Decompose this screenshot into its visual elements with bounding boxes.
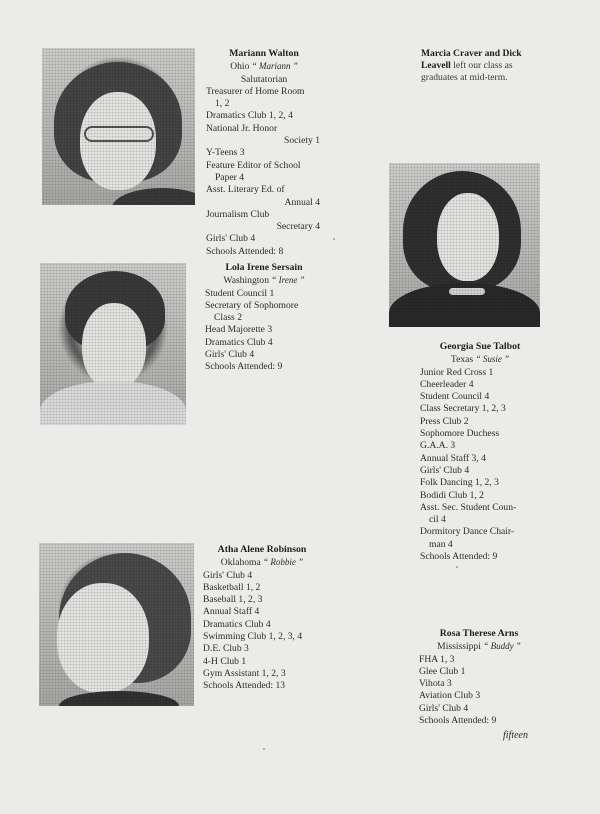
activity: Dramatics Club 4 <box>205 336 273 348</box>
activity: Head Majorette 3 <box>205 324 273 336</box>
activity: Cheerleader 4 <box>420 378 474 390</box>
note-text: left our class as graduates at mid-term. <box>421 60 513 84</box>
activity: cil 4 <box>429 514 446 526</box>
face-shape <box>437 193 499 281</box>
student-nickname: “ Robbie ” <box>263 557 304 568</box>
student-name: Georgia Sue Talbot <box>439 341 521 352</box>
activity: Feature Editor of School <box>206 159 301 171</box>
student-nickname: “ Buddy ” <box>483 641 521 652</box>
activity: Aviation Club 3 <box>419 690 481 702</box>
shoulders-shape <box>389 283 540 327</box>
student-nickname: “ Susie ” <box>475 354 510 365</box>
activity: Asst. Literary Ed. of <box>206 184 285 196</box>
student-name: Lola Irene Sersain <box>225 262 303 273</box>
activity: Schools Attended: 9 <box>419 715 497 727</box>
activity: Annual Staff 3, 4 <box>420 452 486 464</box>
paper-speck <box>333 238 335 240</box>
bio-georgia-sue-talbot <box>420 341 540 563</box>
student-origin <box>205 274 323 287</box>
activity: D.E. Club 3 <box>203 643 249 655</box>
activity: Girls' Club 4 <box>420 464 470 476</box>
activity: Basketball 1, 2 <box>203 581 261 593</box>
face-shape <box>57 583 149 693</box>
photo-mariann-walton <box>42 48 195 205</box>
shoulders-shape <box>40 381 186 425</box>
student-name: Rosa Therese Arns <box>439 628 519 639</box>
paper-speck <box>263 748 265 750</box>
activity: Swimming Club 1, 2, 3, 4 <box>203 631 303 643</box>
shoulders-shape <box>59 691 179 706</box>
face-shape <box>82 303 146 389</box>
activity: man 4 <box>429 538 453 550</box>
hair-shape <box>403 171 521 291</box>
activity: National Jr. Honor <box>206 122 278 134</box>
shoulders-shape <box>112 188 195 205</box>
activity: Secretary 4 <box>276 221 320 233</box>
bio-mariann-walton <box>206 48 322 258</box>
activity: Schools Attended: 9 <box>420 551 498 563</box>
activity: Girls' Club 4 <box>205 349 255 361</box>
activity: Baseball 1, 2, 3 <box>203 594 263 606</box>
student-name: Atha Alene Robinson <box>217 544 307 555</box>
activity: G.A.A. 3 <box>420 440 456 452</box>
face-shape <box>80 92 156 190</box>
activity: Student Council 1 <box>205 287 275 299</box>
activity: Dramatics Club 1, 2, 4 <box>206 110 293 122</box>
photo-lola-irene-sersain <box>40 263 186 425</box>
activity: Class Secretary 1, 2, 3 <box>420 403 506 415</box>
activity: 4-H Club 1 <box>203 655 247 667</box>
activity: Annual Staff 4 <box>203 606 260 618</box>
student-origin <box>203 556 321 569</box>
activity: Annual 4 <box>284 196 320 208</box>
activity: Girls' Club 4 <box>419 702 469 714</box>
bio-lola-irene-sersain <box>205 262 323 374</box>
student-name: Mariann Walton <box>229 48 299 59</box>
activity: Glee Club 1 <box>419 665 466 677</box>
student-origin <box>206 60 322 73</box>
student-nickname: “ Mariann ” <box>251 61 298 72</box>
student-state: Texas <box>450 354 474 366</box>
bio-atha-alene-robinson <box>203 544 321 693</box>
activity: Bodidi Club 1, 2 <box>420 489 484 501</box>
activity: Secretary of Sophomore <box>205 299 299 311</box>
activity: Paper 4 <box>215 171 245 183</box>
activity: Folk Dancing 1, 2, 3 <box>420 477 499 489</box>
activity: Press Club 2 <box>420 415 469 427</box>
paper-speck <box>456 566 458 568</box>
activity: Class 2 <box>214 312 242 324</box>
hair-shape <box>59 553 191 683</box>
activity: Vihota 3 <box>419 678 452 690</box>
hair-shape <box>65 271 165 351</box>
activity: Asst. Sec. Student Coun- <box>420 501 517 513</box>
note-names: Marcia Craver and Dick Leavell <box>421 48 522 72</box>
activity: Junior Red Cross 1 <box>420 366 494 378</box>
hair-shape <box>54 62 182 182</box>
activity: Schools Attended: 13 <box>203 680 286 692</box>
photo-atha-alene-robinson <box>39 543 194 706</box>
student-state: Mississippi <box>437 641 481 653</box>
activity: Gym Assistant 1, 2, 3 <box>203 667 286 679</box>
photo-georgia-sue-talbot <box>389 163 540 327</box>
activity: Student Council 4 <box>420 391 490 403</box>
glasses-shape <box>84 126 154 142</box>
student-honor: Salutatorian <box>240 73 288 85</box>
activity: Treasurer of Home Room <box>206 85 305 97</box>
activity: Dramatics Club 4 <box>203 618 271 630</box>
mid-term-graduates-note <box>421 48 541 85</box>
activity: Dormitory Dance Chair- <box>420 526 515 538</box>
activity: Journalism Club <box>206 208 270 220</box>
activity: Y-Teens 3 <box>206 147 245 159</box>
activity: Schools Attended: 9 <box>205 361 283 373</box>
activity: Schools Attended: 8 <box>206 245 284 257</box>
page-number: fifteen <box>503 730 528 741</box>
student-origin <box>419 640 539 653</box>
activity: Girls' Club 4 <box>206 233 256 245</box>
student-state: Ohio <box>230 61 250 73</box>
student-state: Washington <box>223 275 269 287</box>
collar-shape <box>449 288 485 295</box>
activity: Girls' Club 4 <box>203 569 253 581</box>
student-nickname: “ Irene ” <box>271 275 305 286</box>
activity: FHA 1, 3 <box>419 653 455 665</box>
activity: Sophomore Duchess <box>420 428 500 440</box>
activity: 1, 2 <box>215 98 230 110</box>
student-origin <box>420 353 540 366</box>
student-state: Oklahoma <box>220 557 261 569</box>
bio-rosa-therese-arns <box>419 628 539 727</box>
activity: Society 1 <box>284 135 320 147</box>
